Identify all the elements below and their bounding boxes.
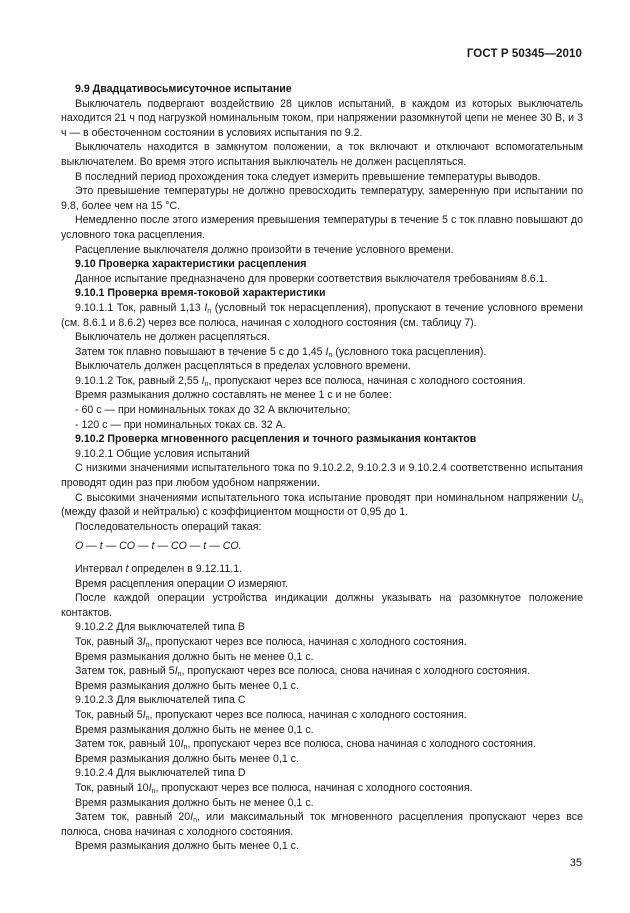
paragraph: Ток, равный $5I_n$, пропускают через все полюса, начиная с холодного состояния. [75,708,467,722]
paragraph: Время размыкания должно составлять не менее 1 с и не более: [75,389,392,402]
paragraph: 9.10.2.4 Для выключателей типа D [75,767,246,780]
document-body [61,82,583,854]
subsection-heading: 9.10.2 Проверка мгновенного расцепления и точного размыкания контактов [75,433,477,446]
list-item: - 60 с — при номинальных токах до 32 А включительно; [75,404,351,417]
paragraph: 9.10.1.2 Ток, равный 2,55 $I_n$, пропускают через все полюса, начиная с холодного состояния. [75,374,526,388]
paragraph: Время размыкания должно быть менее 0,1 с. [75,679,299,692]
section-heading: 9.9 Двадцативосьмисуточное испытание [75,83,292,95]
paragraph: Выключатель подвергают воздействию 28 циклов испытаний, в каждом из которых выключатель находится 21 ч под нагрузкой номинальным током, при напряжении разомкнутой цепи не менее 30 В, и 3 ч — в обесточенном состоянии в условиях испытания по 9.2. [61,97,583,139]
paragraph: Выключатель должен расцепляться в пределах условного времени. [75,360,411,373]
paragraph: Затем ток, равный $20I_n$, или максимальный ток мгновенного расцепления пропускают через все полюса, снова начиная с холодного состояния. [61,811,583,838]
list-item: - 120 с — при номинальных токах св. 32 А. [75,418,286,431]
paragraph: С низкими значениями испытательного тока по 9.10.2.2, 9.10.2.3 и 9.10.2.4 соответственно испытания проводят один раз при любом удобном напряжении. [61,462,583,490]
paragraph: Время размыкания должно быть не менее 0,1 с. [75,723,314,736]
paragraph: 9.10.1.1 Ток, равный 1,13 $I_n$ (условный ток нерасцепления), пропускают в течение условного времени (см. 8.6.1 и 8.6.2) через все полюса, начиная с холодного состояния (см. таблицу 7). [61,301,583,329]
subsection-heading: 9.10.1 Проверка время-токовой характеристики [75,287,326,300]
paragraph: Немедленно после этого измерения превышения температуры в течение 5 с ток плавно повышают до условного тока расцепления. [61,214,583,241]
paragraph: 9.10.2.3 Для выключателей типа С [75,694,246,707]
paragraph: Время размыкания должно быть менее 0,1 с. [75,752,299,765]
paragraph: В последний период прохождения тока следует измерить превышение температуры выводов. [75,170,541,183]
section-heading: 9.10 Проверка характеристики расцепления [75,258,307,271]
paragraph: Расцепление выключателя должно произойти в течение условного времени. [75,243,454,256]
paragraph: После каждой операции устройства индикации должны указывать на разомкнутое положение контактов. [61,592,583,619]
paragraph: Время расцепления операции O измеряют. [75,577,289,590]
paragraph: Интервал t определен в 9.12.11.1. [75,563,243,575]
paragraph: Время размыкания должно быть не менее 0,1 с. [75,796,314,809]
paragraph: Данное испытание предназначено для проверки соответствия выключателя требованиям 8.6.1. [75,272,548,285]
paragraph: Выключатель находится в замкнутом положении, а ток включают и отключают вспомогательным выключателем. Во время этого испытания выключатель не должен расцепляться. [61,141,583,168]
paragraph: Это превышение температуры не должно превосходить температуру, замеренную при испытании по 9.8, более чем на 15 °С. [61,185,583,212]
paragraph: С высокими значениями испытательного тока испытание проводят при номинальном напряжении $U_n$ (между фазой и нейтралью) с коэффициентом мощности от 0,95 до 1. [61,491,583,519]
paragraph: Затем ток, равный $5I_n$, пропускают через все полюса, снова начиная с холодного состояния. [75,665,531,679]
paragraph: Время размыкания должно быть менее 0,1 с. [75,840,299,853]
paragraph: Выключатель не должен расцепляться. [75,331,270,344]
paragraph: Затем ток плавно повышают в течение 5 с до 1,45 $I_n$ (условного тока расцепления). [75,345,487,359]
paragraph: Ток, равный $10I_n$, пропускают через все полюса, начиная с холодного состояния. [75,781,473,795]
paragraph: 9.10.2.1 Общие условия испытаний [75,447,250,460]
paragraph: 9.10.2.2 Для выключателей типа В [75,621,245,634]
document-header: ГОСТ Р 50345—2010 [466,48,582,60]
page-number: 35 [569,857,582,869]
paragraph: Время размыкания должно быть не менее 0,1 с. [75,650,314,663]
paragraph: Последовательность операций такая: [75,520,262,533]
operation-sequence-formula: O — t — CO — t — CO — t — CO. [75,540,242,553]
paragraph: Затем ток, равный $10I_n$, пропускают через все полюса, снова начиная с холодного состояния. [75,738,536,752]
paragraph: Ток, равный $3I_n$, пропускают через все полюса, начиная с холодного состояния. [75,635,467,649]
